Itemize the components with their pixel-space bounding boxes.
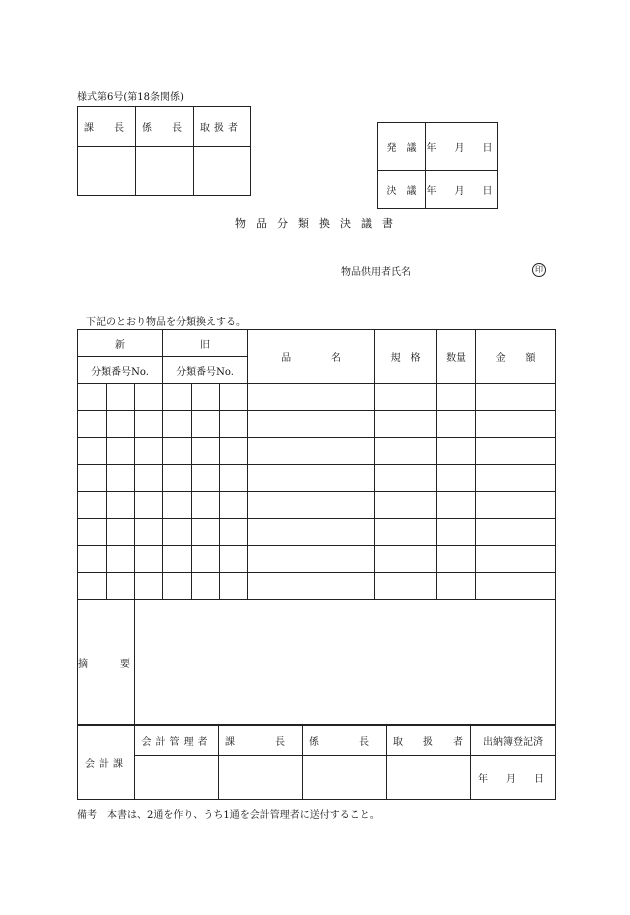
table-cell[interactable] (192, 573, 220, 600)
table-cell[interactable] (437, 573, 476, 600)
table-cell[interactable] (476, 546, 556, 573)
accounting-subchief-header: 係 長 (303, 725, 387, 756)
table-cell[interactable] (107, 438, 135, 465)
new-class-no-header: 分類番号No. (78, 357, 163, 384)
table-cell[interactable] (163, 519, 192, 546)
table-cell[interactable] (437, 546, 476, 573)
summary-label: 摘 要 (78, 600, 135, 726)
table-cell[interactable] (375, 492, 437, 519)
approval-stamp-table (77, 106, 251, 196)
subchief-header: 係 長 (136, 107, 194, 147)
table-cell[interactable] (248, 438, 375, 465)
table-cell[interactable] (220, 546, 248, 573)
table-cell[interactable] (163, 573, 192, 600)
table-cell[interactable] (78, 573, 107, 600)
table-cell[interactable] (192, 465, 220, 492)
table-cell[interactable] (220, 384, 248, 411)
table-row (78, 438, 556, 465)
spec-header: 規 格 (375, 330, 437, 384)
table-row (78, 384, 556, 411)
intro-text: 下記のとおり物品を分類換えする。 (86, 317, 246, 328)
table-cell[interactable] (107, 546, 135, 573)
table-cell[interactable] (78, 438, 107, 465)
handler-stamp-cell[interactable] (194, 147, 251, 196)
table-cell[interactable] (192, 492, 220, 519)
table-cell[interactable] (135, 519, 163, 546)
table-cell[interactable] (135, 465, 163, 492)
table-cell[interactable] (107, 573, 135, 600)
accounting-table (77, 724, 556, 800)
table-row (78, 573, 556, 600)
seal-icon: 印 (532, 263, 546, 277)
proposal-label: 発 議 (378, 123, 426, 171)
table-cell[interactable] (192, 438, 220, 465)
old-class-no-header: 分類番号No. (163, 357, 248, 384)
table-cell[interactable] (375, 546, 437, 573)
table-cell[interactable] (107, 465, 135, 492)
table-cell[interactable] (248, 492, 375, 519)
table-cell[interactable] (163, 465, 192, 492)
document-title: 物品分類換決議書 (235, 217, 403, 230)
table-cell[interactable] (163, 384, 192, 411)
table-cell[interactable] (220, 411, 248, 438)
decision-label: 決 議 (378, 171, 426, 209)
table-cell[interactable] (163, 438, 192, 465)
table-cell[interactable] (107, 411, 135, 438)
quantity-header: 数量 (437, 330, 476, 384)
table-cell[interactable] (107, 519, 135, 546)
table-cell[interactable] (437, 384, 476, 411)
table-cell[interactable] (375, 438, 437, 465)
table-row (78, 546, 556, 573)
table-row (78, 465, 556, 492)
form-number-label: 様式第6号(第18条関係) (77, 92, 184, 103)
decision-date[interactable]: 年 月 日 (426, 171, 498, 209)
owner-name-label: 物品供用者氏名 (341, 267, 411, 278)
chief-header: 課 長 (78, 107, 136, 147)
table-cell[interactable] (78, 384, 107, 411)
classification-table (77, 329, 556, 726)
proposal-date[interactable]: 年 月 日 (426, 123, 498, 171)
accounting-handler-stamp-cell[interactable] (387, 756, 471, 800)
table-cell[interactable] (135, 438, 163, 465)
table-cell[interactable] (107, 384, 135, 411)
table-cell[interactable] (248, 573, 375, 600)
amount-header: 金 額 (476, 330, 556, 384)
table-cell[interactable] (135, 573, 163, 600)
accounting-manager-stamp-cell[interactable] (135, 756, 219, 800)
table-cell[interactable] (78, 519, 107, 546)
accounting-section-label: 会計課 (78, 725, 135, 800)
ledger-date[interactable]: 年 月 日 (471, 756, 556, 800)
table-cell[interactable] (135, 492, 163, 519)
table-cell[interactable] (135, 546, 163, 573)
table-cell[interactable] (248, 411, 375, 438)
table-cell[interactable] (192, 546, 220, 573)
subchief-stamp-cell[interactable] (136, 147, 194, 196)
table-cell[interactable] (437, 411, 476, 438)
table-cell[interactable] (135, 411, 163, 438)
table-cell[interactable] (248, 546, 375, 573)
table-row (78, 492, 556, 519)
table-cell[interactable] (375, 411, 437, 438)
accounting-manager-header: 会計管理者 (135, 725, 219, 756)
table-cell[interactable] (437, 492, 476, 519)
table-cell[interactable] (163, 546, 192, 573)
new-header: 新 (78, 330, 163, 357)
accounting-chief-stamp-cell[interactable] (219, 756, 303, 800)
handler-header: 取扱者 (194, 107, 251, 147)
ledger-header: 出納簿登記済 (471, 725, 556, 756)
table-cell[interactable] (220, 519, 248, 546)
table-cell[interactable] (78, 546, 107, 573)
table-row (78, 519, 556, 546)
table-cell[interactable] (78, 492, 107, 519)
table-cell[interactable] (476, 384, 556, 411)
table-cell[interactable] (375, 384, 437, 411)
table-cell[interactable] (78, 411, 107, 438)
item-name-header: 品 名 (248, 330, 375, 384)
table-cell[interactable] (78, 465, 107, 492)
table-cell[interactable] (476, 492, 556, 519)
table-cell[interactable] (437, 438, 476, 465)
table-cell[interactable] (192, 411, 220, 438)
table-cell[interactable] (220, 492, 248, 519)
table-cell[interactable] (476, 519, 556, 546)
table-cell[interactable] (476, 573, 556, 600)
accounting-handler-header: 取 扱 者 (387, 725, 471, 756)
accounting-chief-header: 課 長 (219, 725, 303, 756)
table-cell[interactable] (220, 438, 248, 465)
table-cell[interactable] (220, 465, 248, 492)
table-cell[interactable] (437, 519, 476, 546)
table-cell[interactable] (192, 384, 220, 411)
table-cell[interactable] (248, 465, 375, 492)
table-cell[interactable] (476, 465, 556, 492)
old-header: 旧 (163, 330, 248, 357)
summary-cell[interactable] (135, 600, 556, 726)
decision-date-table (377, 122, 498, 209)
table-row (78, 411, 556, 438)
table-cell[interactable] (375, 465, 437, 492)
accounting-subchief-stamp-cell[interactable] (303, 756, 387, 800)
table-cell[interactable] (248, 384, 375, 411)
table-cell[interactable] (192, 519, 220, 546)
table-cell[interactable] (476, 411, 556, 438)
table-cell[interactable] (375, 519, 437, 546)
table-cell[interactable] (248, 519, 375, 546)
table-cell[interactable] (163, 411, 192, 438)
chief-stamp-cell[interactable] (78, 147, 136, 196)
table-cell[interactable] (375, 573, 437, 600)
table-cell[interactable] (437, 465, 476, 492)
table-cell[interactable] (220, 573, 248, 600)
table-cell[interactable] (163, 492, 192, 519)
remarks-note: 備考 本書は、2通を作り、うち1通を会計管理者に送付すること。 (77, 810, 380, 821)
table-cell[interactable] (107, 492, 135, 519)
table-cell[interactable] (476, 438, 556, 465)
table-cell[interactable] (135, 384, 163, 411)
